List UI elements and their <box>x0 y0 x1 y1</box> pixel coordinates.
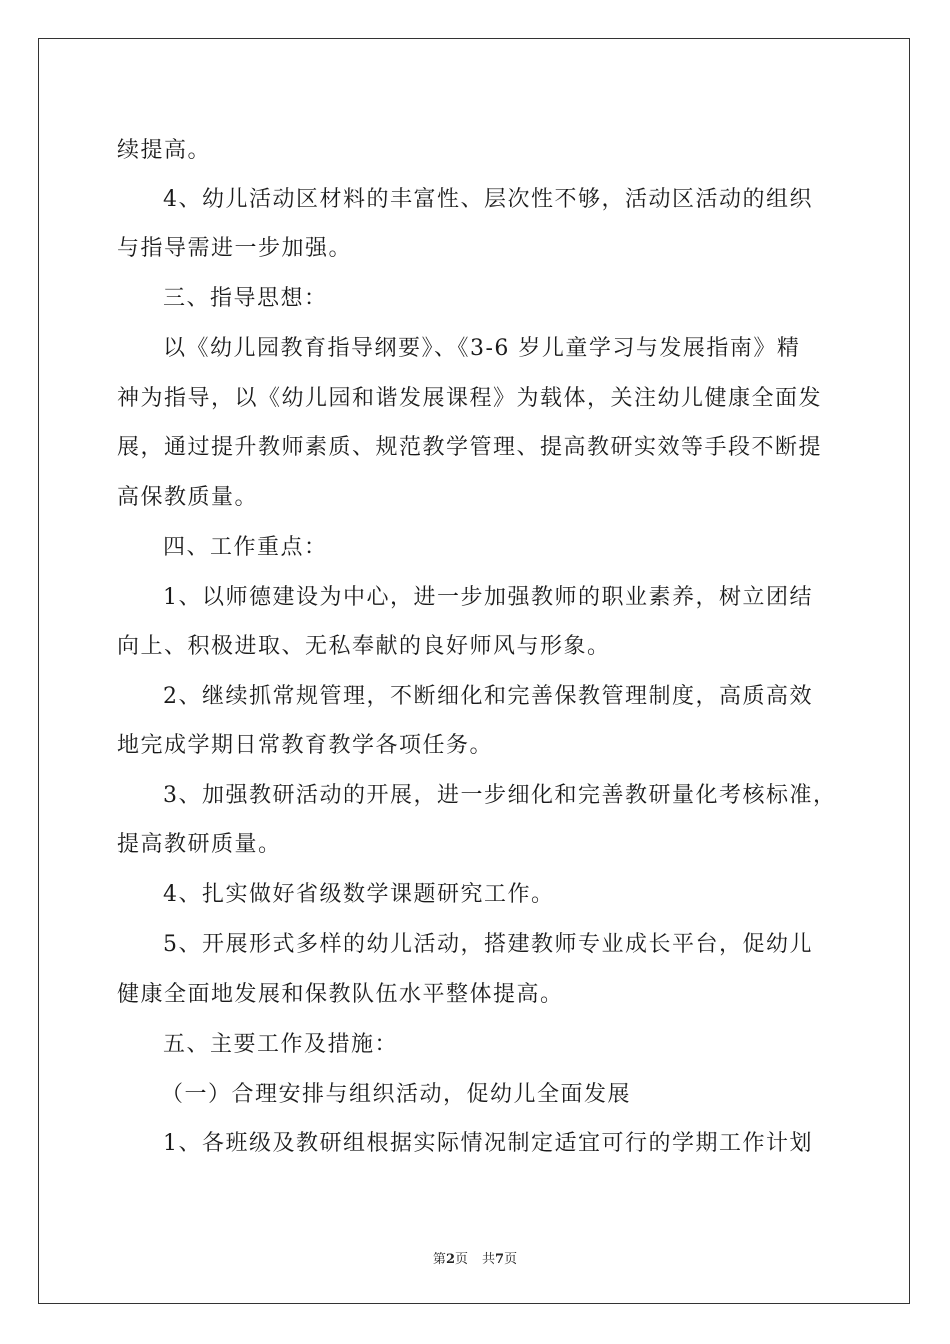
section-heading: 三、指导思想： <box>163 286 328 311</box>
paragraph-line: 展，通过提升教师素质、规范教学管理、提高教研实效等手段不断提 <box>117 435 823 460</box>
paragraph-line: 4、扎实做好省级数学课题研究工作。 <box>163 882 555 907</box>
paragraph-line: 地完成学期日常教育教学各项任务。 <box>117 733 494 758</box>
paragraph-line: 3、加强教研活动的开展，进一步细化和完善教研量化考核标准， <box>163 783 837 808</box>
paragraph-line: 1、以师德建设为中心，进一步加强教师的职业素养，树立团结 <box>163 585 813 610</box>
page-footer <box>0 1248 950 1267</box>
page-label-suffix: 页 <box>454 1252 468 1267</box>
paragraph-line: 2、继续抓常规管理，不断细化和完善保教管理制度，高质高效 <box>163 684 813 709</box>
paragraph-line: 神为指导，以《幼儿园和谐发展课程》为载体，关注幼儿健康全面发 <box>117 386 823 411</box>
paragraph-line: 5、开展形式多样的幼儿活动，搭建教师专业成长平台，促幼儿 <box>163 932 813 957</box>
subsection-heading: （一）合理安排与组织活动，促幼儿全面发展 <box>161 1082 632 1107</box>
total-label-suffix: 页 <box>504 1252 518 1267</box>
current-page-number: 2 <box>445 1252 455 1267</box>
paragraph-line: 4、幼儿活动区材料的丰富性、层次性不够，活动区活动的组织 <box>163 187 813 212</box>
page-border <box>38 38 910 1304</box>
total-label-prefix: 共 <box>482 1252 496 1267</box>
section-heading: 五、主要工作及措施： <box>163 1032 399 1057</box>
paragraph-line: 与指导需进一步加强。 <box>117 236 353 261</box>
paragraph-line: 高保教质量。 <box>117 485 259 510</box>
total-page-number: 7 <box>495 1252 505 1267</box>
paragraph-line: 以《幼儿园教育指导纲要》、《3-6 岁儿童学习与发展指南》精 <box>163 336 801 361</box>
paragraph-line: 1、各班级及教研组根据实际情况制定适宜可行的学期工作计划 <box>163 1131 813 1156</box>
paragraph-line: 续提高。 <box>117 138 212 163</box>
paragraph-line: 向上、积极进取、无私奉献的良好师风与形象。 <box>117 634 611 659</box>
section-heading: 四、工作重点： <box>163 535 328 560</box>
paragraph-line: 提高教研质量。 <box>117 832 282 857</box>
page-label-prefix: 第 <box>432 1252 446 1267</box>
paragraph-line: 健康全面地发展和保教队伍水平整体提高。 <box>117 982 564 1007</box>
